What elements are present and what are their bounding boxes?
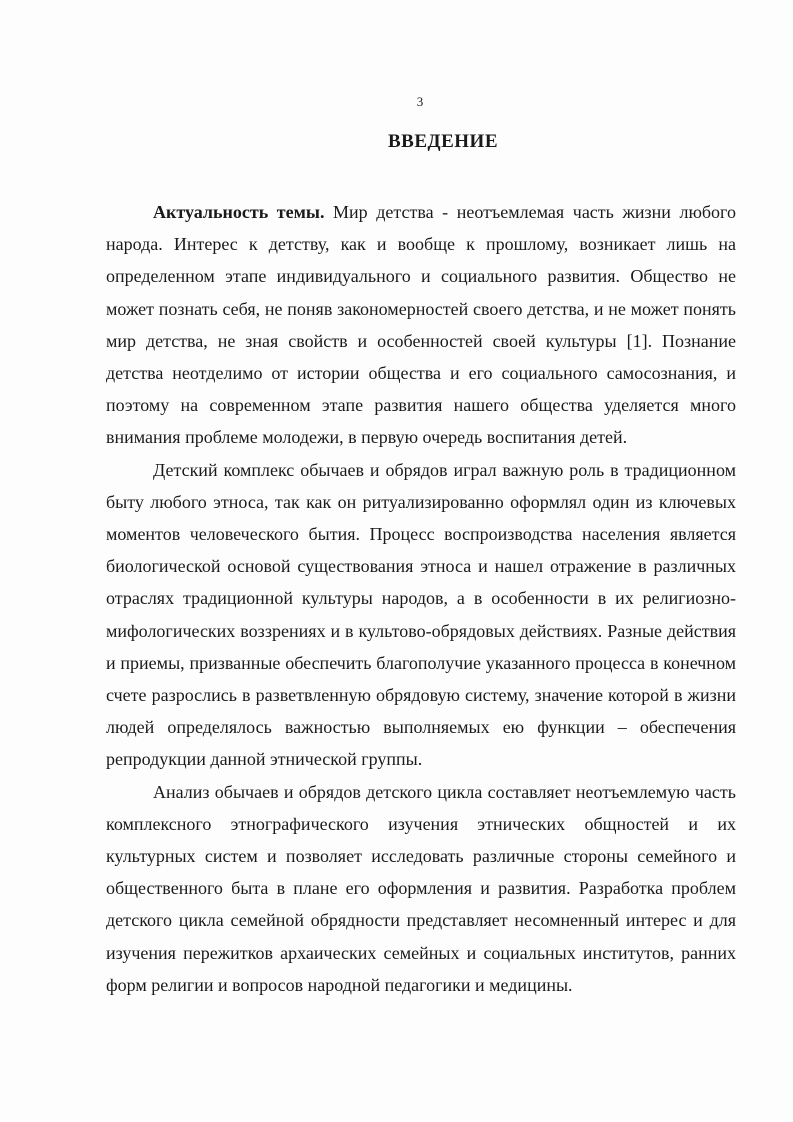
paragraph-text: Детский комплекс обычаев и обрядов играл важную роль в традиционном быту любого этноса, так как он ритуализированно оформлял один из ключевых моментов человеческого бытия. Процесс воспроизводства населения является биологической основой существования этноса и нашел отражение в различных отраслях традиционной культуры народов, а в особенности в их религиозно-мифологических воззрениях и в культово-обрядовых действиях. Разные действия и приемы, призванные обеспечить благополучие указанного процесса в конечном счете разрослись в разветвленную обрядовую систему, значение которой в жизни людей определялось важностью выполняемых ею функции – обеспечения репродукции данной этнической группы. xyxy=(106,459,736,770)
paragraph-3 xyxy=(106,776,736,1001)
paragraph-lead: Актуальность темы. xyxy=(153,202,325,222)
body-text xyxy=(106,196,736,1001)
section-heading: ВВЕДЕНИЕ xyxy=(388,131,498,152)
paragraph-text: Анализ обычаев и обрядов детского цикла составляет неотъемлемую часть комплексного этнографического изучения этнических общностей и их культурных систем и позволяет исследовать различные стороны семейного и общественного быта в плане его оформления и развития. Разработка проблем детского цикла семейной обрядности представляет несомненный интерес и для изучения пережитков архаических семейных и социальных институтов, ранних форм религии и вопросов народной педагогики и медицины. xyxy=(106,781,736,995)
paragraph-2 xyxy=(106,454,736,776)
paragraph-1 xyxy=(106,196,736,454)
page-number: 3 xyxy=(416,94,424,109)
paragraph-text: Мир детства - неотъемлемая часть жизни любого народа. Интерес к детству, как и вообще к прошлому, возникает лишь на определенном этапе индивидуального и социального развития. Общество не может познать себя, не поняв закономерностей своего детства, и не может понять мир детства, не зная свойств и особенностей своей культуры [1]. Познание детства неотделимо от истории общества и его социального самосознания, и поэтому на современном этапе развития нашего общества уделяется много внимания проблеме молодежи, в первую очередь воспитания детей. xyxy=(106,202,736,448)
